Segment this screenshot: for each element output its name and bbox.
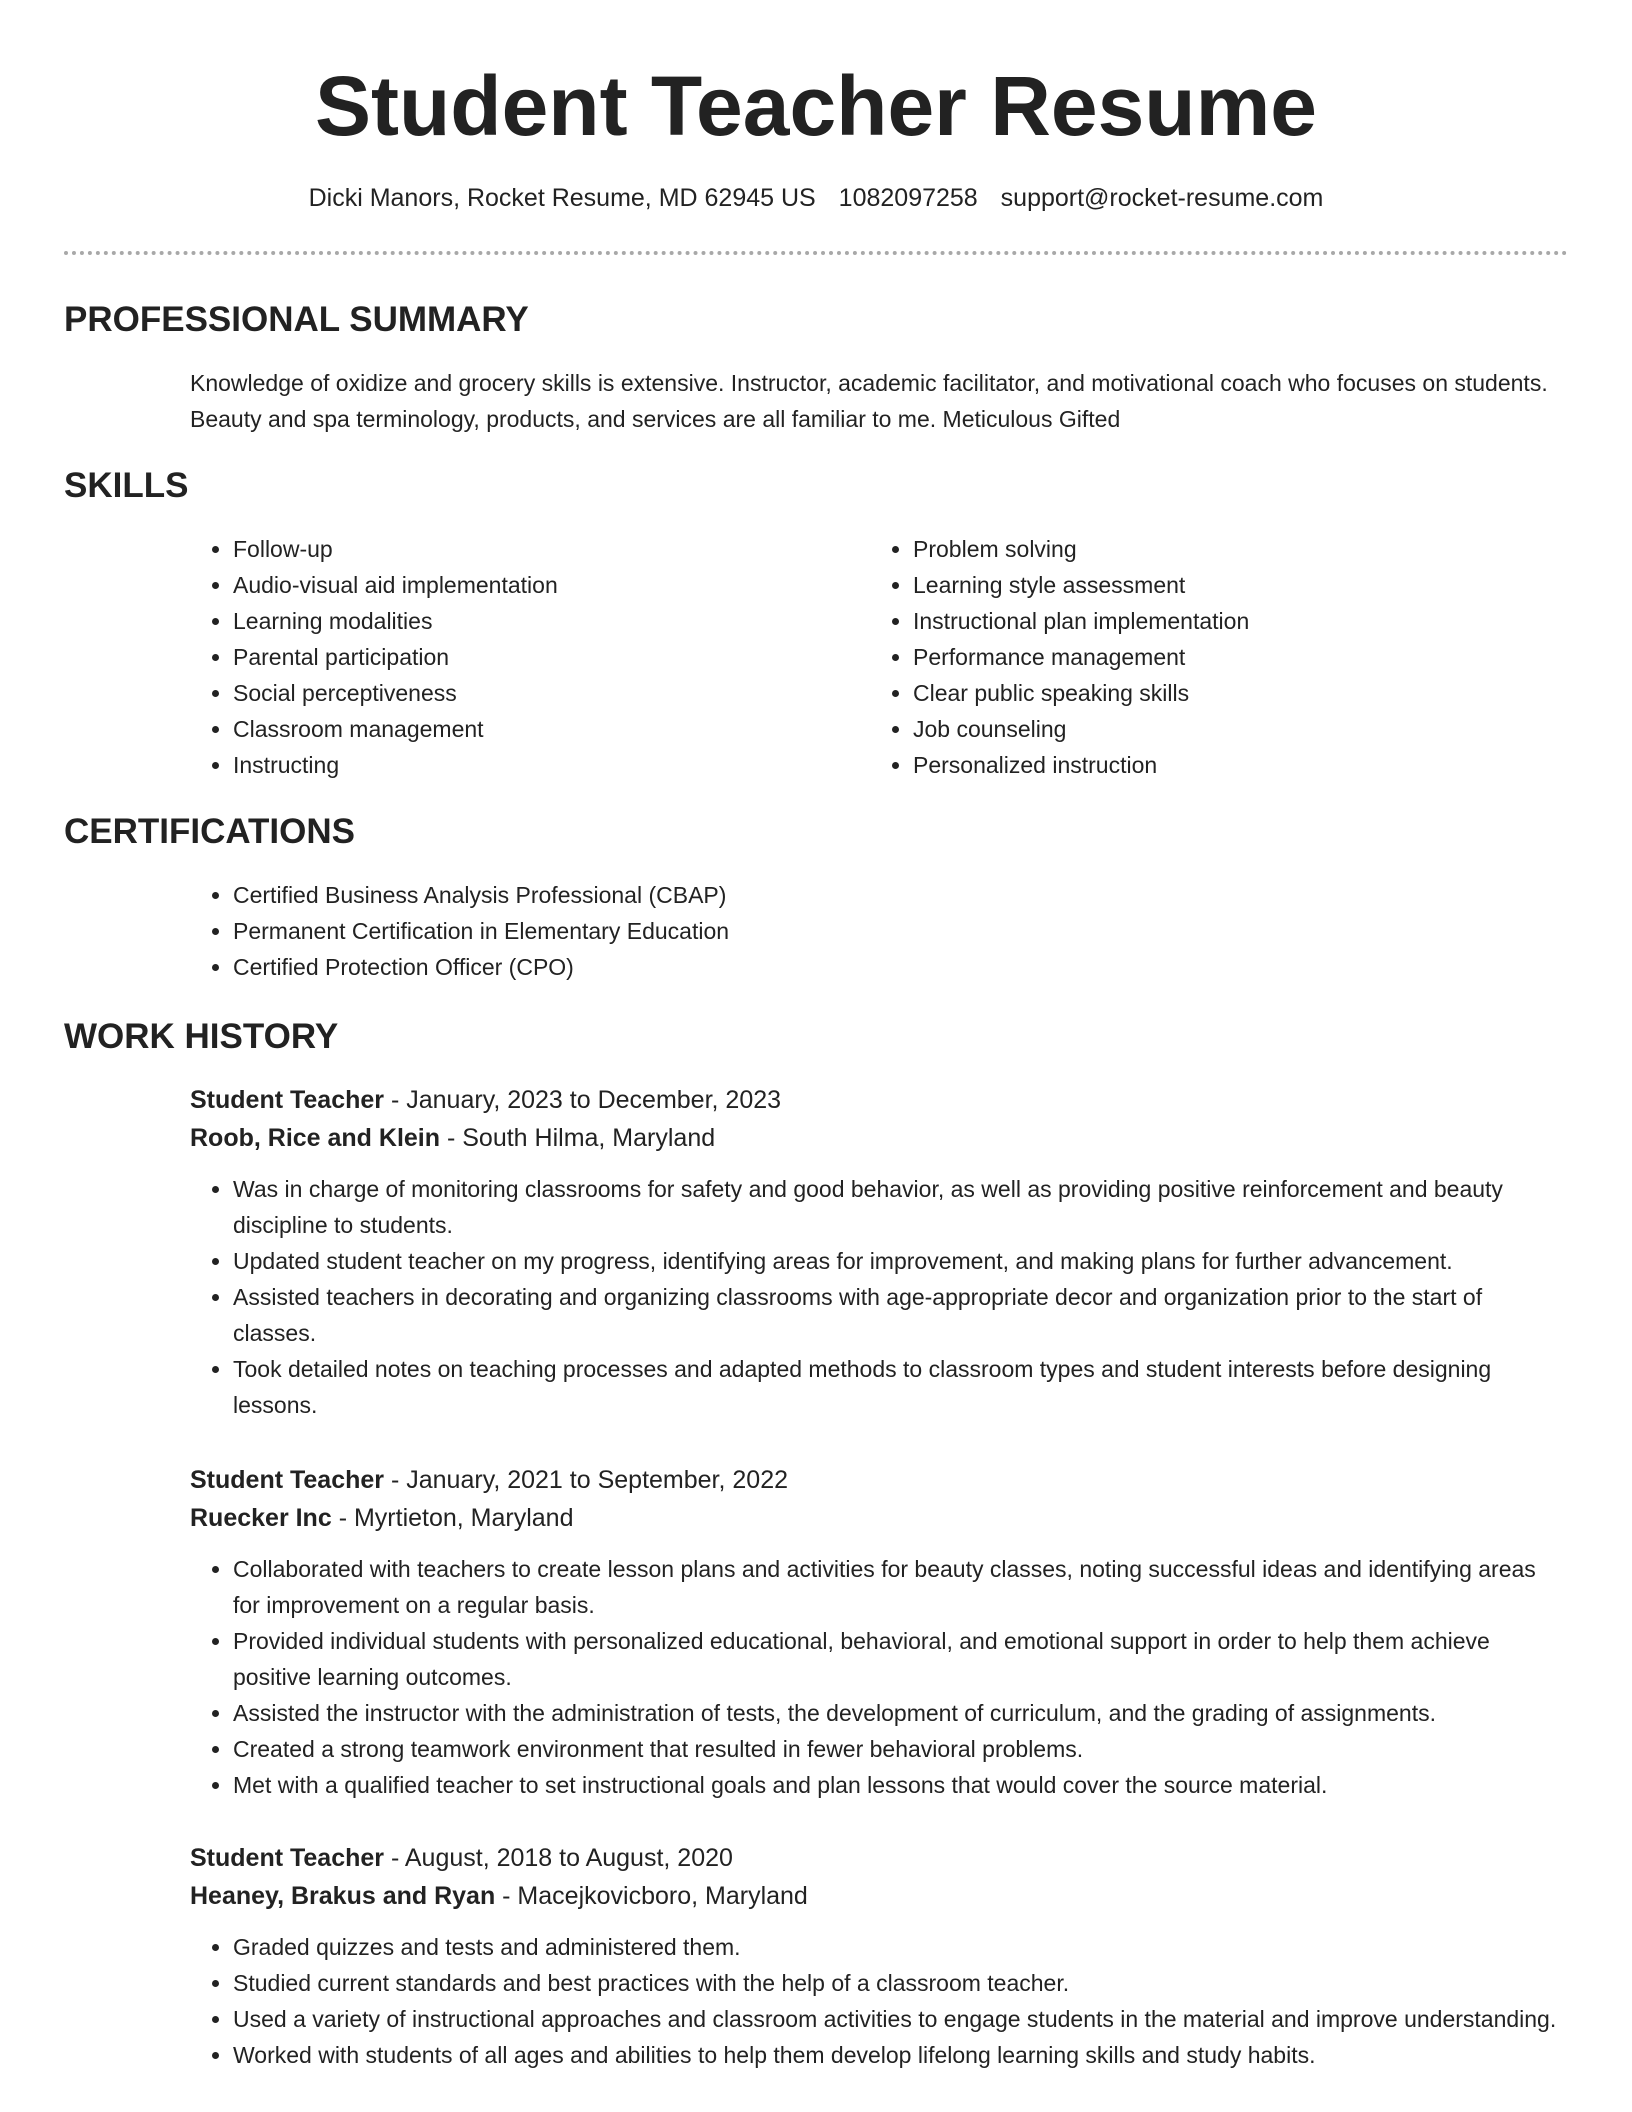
job-dates: - January, 2023 to December, 2023 [384,1086,782,1114]
job-title-line [190,1839,1568,1877]
job-company: Ruecker Inc [190,1504,332,1532]
summary-text: Knowledge of oxidize and grocery skills is extensive. Instructor, academic facilitator, and motivational coach who focuses on students. Beauty and spa terminology, products, and services are all familiar to me. Meticulous Gifted [190,370,1548,432]
job-entry [190,1081,1568,1423]
skills-list-left [190,531,810,783]
skill-item: • Audio-visual aid implementation [233,567,810,603]
job-bullet: • Assisted the instructor with the administration of tests, the development of curriculum, and the grading of assignments. [233,1695,1568,1731]
skill-item: • Personalized instruction [913,747,1490,783]
skills-heading: SKILLS [64,466,189,505]
job-bullet: • Graded quizzes and tests and administered them. [233,1929,1568,1965]
job-bullet: • Took detailed notes on teaching processes and adapted methods to classroom types and student interests before designing lessons. [233,1351,1568,1423]
contact-phone: 1082097258 [838,184,978,212]
skill-item: • Social perceptiveness [233,675,810,711]
job-role: Student Teacher [190,1466,385,1494]
header-divider [64,251,1568,255]
skill-item: • Problem solving [913,531,1490,567]
job-bullet: • Assisted teachers in decorating and organizing classrooms with age-appropriate decor and organization prior to the start of classes. [233,1279,1568,1351]
job-company: Roob, Rice and Klein [190,1124,441,1152]
job-company-line [190,1499,1568,1537]
job-role: Student Teacher [190,1086,385,1114]
certification-item: • Permanent Certification in Elementary Education [233,913,1568,949]
summary-heading: PROFESSIONAL SUMMARY [64,300,529,339]
job-bullet: • Was in charge of monitoring classrooms for safety and good behavior, as well as providing positive reinforcement and beauty discipline to students. [233,1171,1568,1243]
job-bullet: • Updated student teacher on my progress, identifying areas for improvement, and making plans for further advancement. [233,1243,1568,1279]
job-company-line [190,1877,1568,1915]
job-role: Student Teacher [190,1844,385,1872]
skill-item: • Clear public speaking skills [913,675,1490,711]
job-bullet: • Studied current standards and best practices with the help of a classroom teacher. [233,1965,1568,2001]
job-dates: - January, 2021 to September, 2022 [384,1466,788,1494]
skill-item: • Job counseling [913,711,1490,747]
job-dates: - August, 2018 to August, 2020 [384,1844,733,1872]
job-location: - South Hilma, Maryland [440,1124,716,1152]
certification-item: • Certified Protection Officer (CPO) [233,949,1568,985]
skill-item: • Parental participation [233,639,810,675]
contact-email: support@rocket-resume.com [1000,184,1324,212]
job-bullet: • Provided individual students with personalized educational, behavioral, and emotional support in order to help them achieve positive learning outcomes. [233,1623,1568,1695]
skill-item: • Performance management [913,639,1490,675]
job-title-line [190,1081,1568,1119]
job-bullet: • Worked with students of all ages and abilities to help them develop lifelong learning skills and study habits. [233,2037,1568,2073]
job-entry [190,1839,1568,2073]
skill-item: • Learning style assessment [913,567,1490,603]
page-title: Student Teacher Resume [314,59,1318,153]
job-bullet: • Met with a qualified teacher to set instructional goals and plan lessons that would cover the source material. [233,1767,1568,1803]
certifications-list [190,877,1568,985]
contact-line [0,180,1632,216]
job-company-line [190,1119,1568,1157]
contact-address: Dicki Manors, Rocket Resume, MD 62945 US [308,184,816,212]
skill-item: • Classroom management [233,711,810,747]
skills-list-right [870,531,1490,783]
skill-item: • Instructing [233,747,810,783]
skill-item: • Learning modalities [233,603,810,639]
job-title-line [190,1461,1568,1499]
job-location: - Macejkovicboro, Maryland [495,1882,808,1910]
work-history-heading: WORK HISTORY [64,1017,339,1056]
job-location: - Myrtieton, Maryland [331,1504,574,1532]
job-bullet: • Used a variety of instructional approaches and classroom activities to engage students in the material and improve understanding. [233,2001,1568,2037]
job-bullet: • Created a strong teamwork environment that resulted in fewer behavioral problems. [233,1731,1568,1767]
job-company: Heaney, Brakus and Ryan [190,1882,496,1910]
certifications-heading: CERTIFICATIONS [64,812,356,851]
skill-item: • Follow-up [233,531,810,567]
skill-item: • Instructional plan implementation [913,603,1490,639]
certification-item: • Certified Business Analysis Professional (CBAP) [233,877,1568,913]
job-entry [190,1461,1568,1803]
job-bullet: • Collaborated with teachers to create lesson plans and activities for beauty classes, noting successful ideas and identifying areas for improvement on a regular basis. [233,1551,1568,1623]
